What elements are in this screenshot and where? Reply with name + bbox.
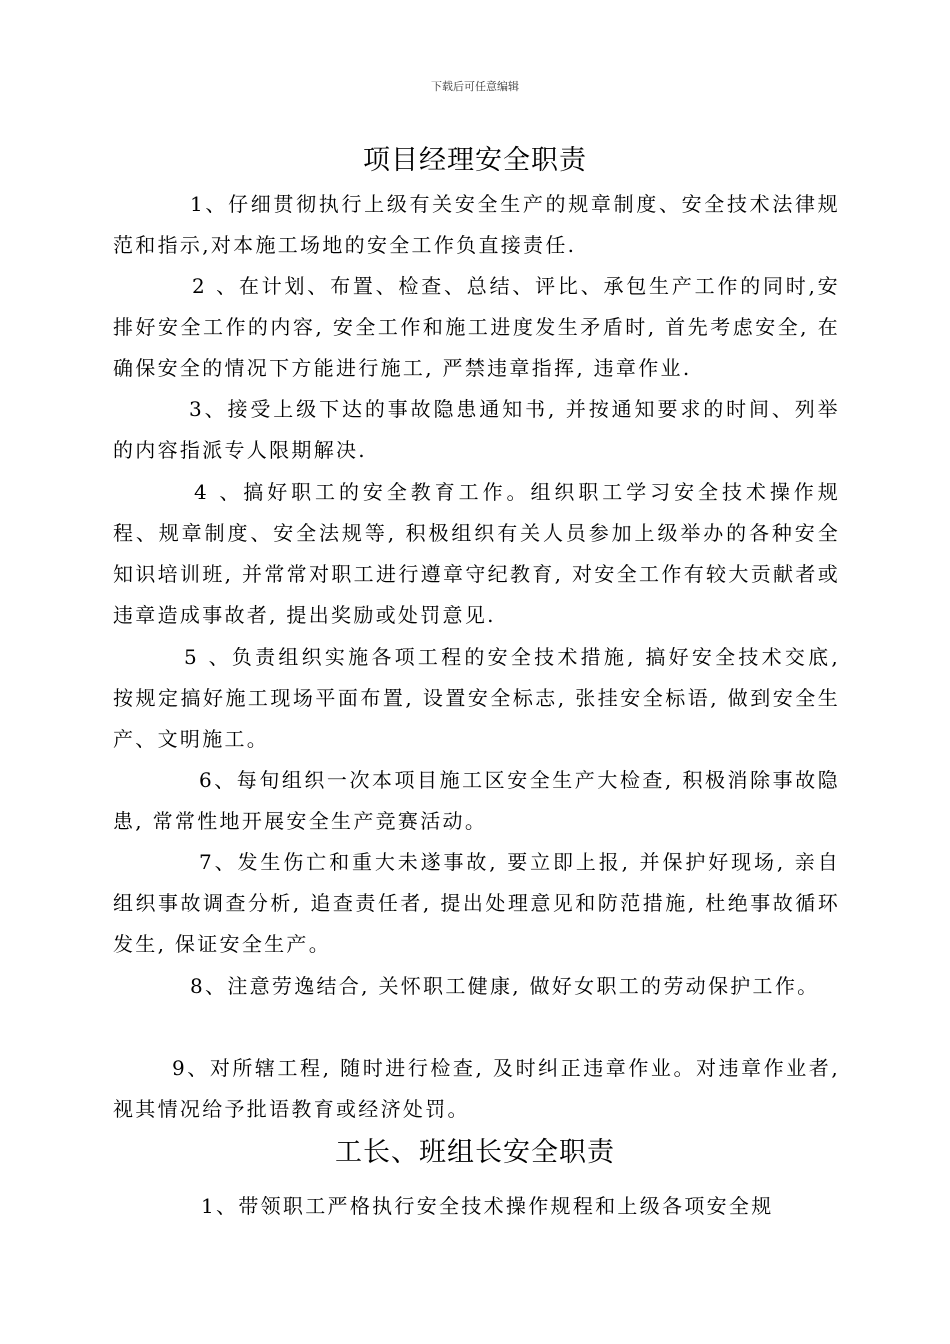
paragraph-8: 8、注意劳逸结合, 关怀职工健康, 做好女职工的劳动保护工作。 — [190, 974, 820, 998]
paragraph-2: 2 、在计划、布置、检查、总结、评比、承包生产工作的同时,安排好安全工作的内容, 安全工作和施工进度发生矛盾时, 首先考虑安全, 在确保安全的情况下方能进行施工, 严禁违章指挥, 违章作业. — [113, 274, 840, 380]
paragraph-4: 4 、搞好职工的安全教育工作。组织职工学习安全技术操作规程、规章制度、安全法规等, 积极组织有关人员参加上级举办的各种安全知识培训班, 并常常对职工进行遵章守纪教育, 对安全工作有较大贡献者或违章造成事故者, 提出奖励或处罚意见. — [113, 480, 840, 627]
paragraph-3: 3、接受上级下达的事故隐患通知书, 并按通知要求的时间、列举的内容指派专人限期解决. — [113, 397, 840, 462]
paragraph-9: 9、对所辖工程, 随时进行检查, 及时纠正违章作业。对违章作业者, 视其情况给予批语教育或经济处罚。 — [113, 1056, 840, 1121]
paragraph-7: 7、发生伤亡和重大未遂事故, 要立即上报, 并保护好现场, 亲自组织事故调查分析, 追查责任者, 提出处理意见和防范措施, 杜绝事故循环发生, 保证安全生产。 — [113, 850, 840, 956]
section-title-project-manager: 项目经理安全职责 — [363, 145, 587, 176]
paragraph-foreman-1: 1、带领职工严格执行安全技术操作规程和上级各项安全规 — [201, 1194, 774, 1218]
paragraph-1: 1、仔细贯彻执行上级有关安全生产的规章制度、安全技术法律规范和指示,对本施工场地的安全工作负直接责任. — [113, 192, 840, 257]
paragraph-6: 6、每旬组织一次本项目施工区安全生产大检查, 积极消除事故隐患, 常常性地开展安全生产竞赛活动。 — [113, 768, 840, 833]
section-title-foreman: 工长、班组长安全职责 — [335, 1137, 615, 1168]
header-note: 下载后可任意编辑 — [431, 80, 519, 93]
paragraph-5: 5 、负责组织实施各项工程的安全技术措施, 搞好安全技术交底, 按规定搞好施工现场平面布置, 设置安全标志, 张挂安全标语, 做到安全生产、文明施工。 — [113, 645, 840, 751]
